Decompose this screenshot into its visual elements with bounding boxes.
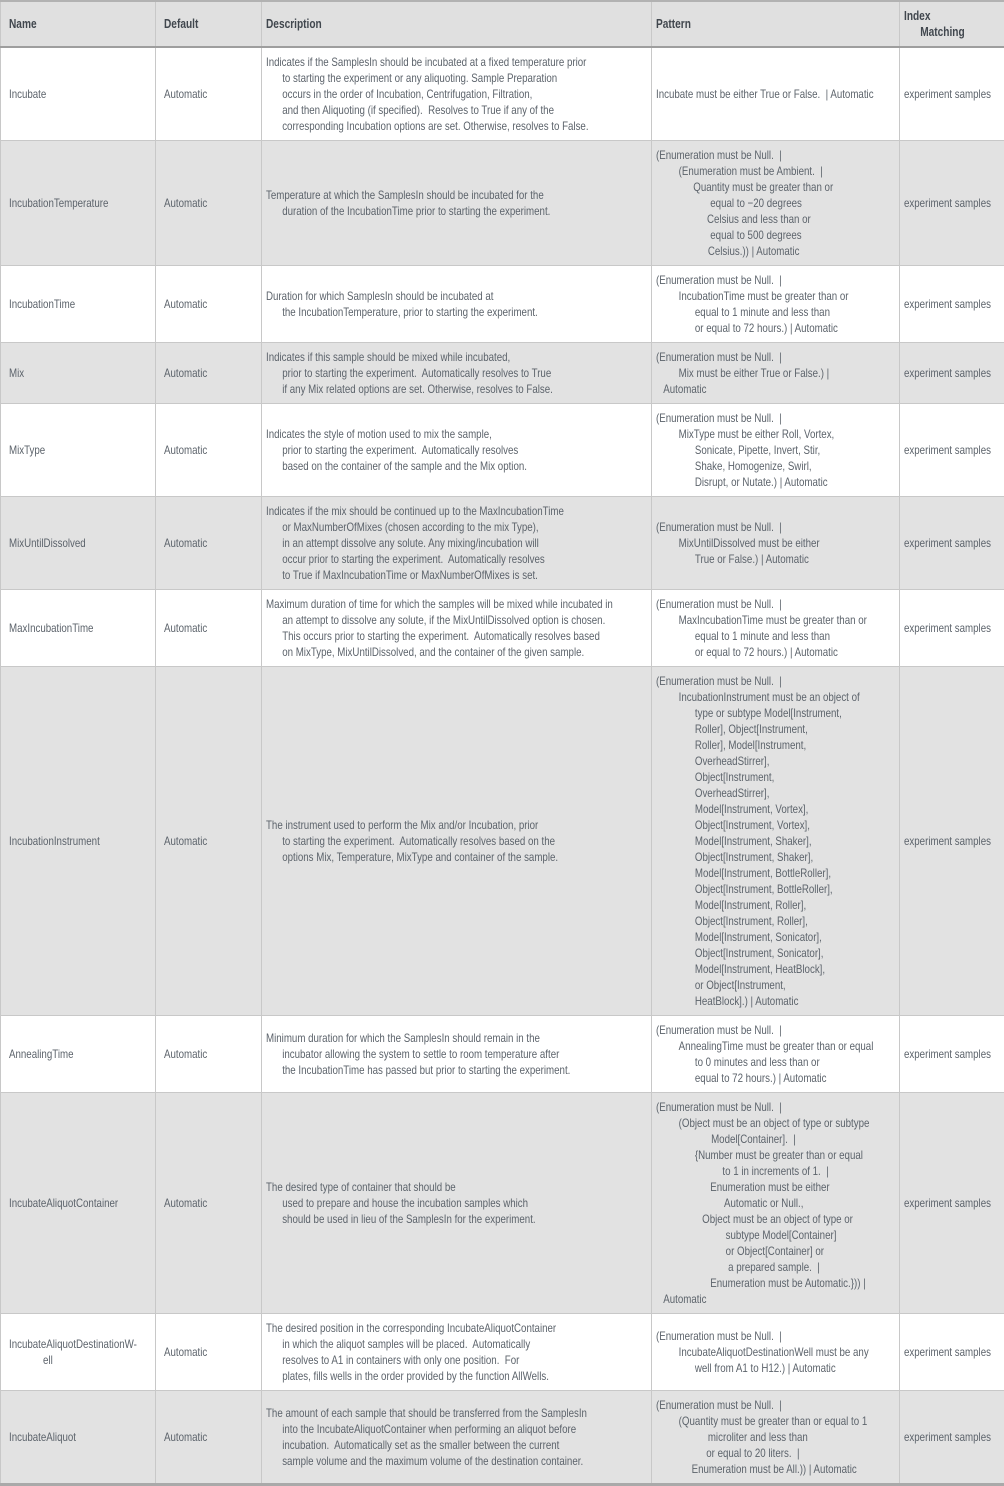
text-line: AnnealingTime must be greater than or equal [656, 1038, 894, 1054]
text-line: equal to 500 degrees [656, 227, 894, 243]
text-line: equal to −20 degrees [656, 195, 894, 211]
text-line: Object must be an object of type or [656, 1211, 894, 1227]
text-line: prior to starting the experiment. Automatically resolves [266, 442, 646, 458]
text-line: (Enumeration must be Null. | [656, 596, 894, 612]
name-cell [1, 343, 156, 404]
description-cell [262, 266, 652, 343]
text-line: MixType [9, 442, 150, 458]
text-line: Automatic [656, 1291, 894, 1307]
name-cell [1, 1016, 156, 1093]
header-pattern-label: Pattern [656, 16, 894, 32]
text-line: if any Mix related options are set. Otherwise, resolves to False. [266, 381, 646, 397]
text-line: Sonicate, Pipette, Invert, Stir, [656, 442, 894, 458]
text-line: IncubationTemperature [9, 195, 150, 211]
default-cell [156, 47, 262, 141]
text-line: The desired position in the corresponding IncubateAliquotContainer [266, 1320, 646, 1336]
text-line: Minimum duration for which the SamplesIn should remain in the [266, 1030, 646, 1046]
text-line: experiment samples [904, 86, 1000, 102]
description-cell [262, 590, 652, 667]
pattern-cell [652, 667, 900, 1016]
text-line: Automatic [164, 296, 257, 312]
text-line: (Enumeration must be Null. | [656, 1397, 894, 1413]
default-cell [156, 1093, 262, 1314]
text-line: experiment samples [904, 1195, 1000, 1211]
description-cell [262, 1093, 652, 1314]
table-row [1, 497, 1004, 590]
text-line: (Enumeration must be Null. | [656, 272, 894, 288]
table-row [1, 590, 1004, 667]
text-line: IncubateAliquot [9, 1429, 150, 1445]
table-row [1, 47, 1004, 141]
text-line: {Number must be greater than or equal [656, 1147, 894, 1163]
index-matching-cell [900, 1093, 1004, 1314]
index-matching-cell [900, 590, 1004, 667]
text-line: to starting the experiment. Automatically resolves based on the [266, 833, 646, 849]
pattern-cell [652, 1391, 900, 1485]
text-line: (Enumeration must be Null. | [656, 519, 894, 535]
text-line: experiment samples [904, 1429, 1000, 1445]
description-cell [262, 343, 652, 404]
text-line: Enumeration must be All.)) | Automatic [656, 1461, 894, 1477]
description-cell [262, 141, 652, 266]
text-line: should be used in lieu of the SamplesIn for the experiment. [266, 1211, 646, 1227]
default-cell [156, 266, 262, 343]
header-name-label: Name [9, 16, 150, 32]
description-cell [262, 404, 652, 497]
text-line: Quantity must be greater than or [656, 179, 894, 195]
text-line: to 1 in increments of 1. | [656, 1163, 894, 1179]
text-line: in which the aliquot samples will be placed. Automatically [266, 1336, 646, 1352]
text-line: Model[Instrument, BottleRoller], [656, 865, 894, 881]
header-cell-name [1, 1, 156, 47]
text-line: prior to starting the experiment. Automatically resolves to True [266, 365, 646, 381]
text-line: Temperature at which the SamplesIn should be incubated for the [266, 187, 646, 203]
pattern-cell [652, 404, 900, 497]
text-line: Incubate [9, 86, 150, 102]
text-line: Automatic or Null., [656, 1195, 894, 1211]
name-cell [1, 266, 156, 343]
text-line: (Enumeration must be Null. | [656, 349, 894, 365]
text-line: experiment samples [904, 296, 1000, 312]
index-matching-cell [900, 343, 1004, 404]
description-cell [262, 47, 652, 141]
text-line: Object[Instrument, Vortex], [656, 817, 894, 833]
text-line: ell [9, 1352, 150, 1368]
text-line: equal to 72 hours.) | Automatic [656, 1070, 894, 1086]
pattern-cell [652, 1016, 900, 1093]
text-line: (Quantity must be greater than or equal to 1 [656, 1413, 894, 1429]
index-matching-cell [900, 404, 1004, 497]
text-line: or Object[Container] or [656, 1243, 894, 1259]
text-line: well from A1 to H12.) | Automatic [656, 1360, 894, 1376]
text-line: Object[Instrument, [656, 769, 894, 785]
text-line: Model[Instrument, HeatBlock], [656, 961, 894, 977]
header-row [1, 1, 1004, 47]
text-line: experiment samples [904, 1046, 1000, 1062]
text-line: in an attempt dissolve any solute. Any mixing/incubation will [266, 535, 646, 551]
default-cell [156, 404, 262, 497]
text-line: Incubate must be either True or False. | Automatic [656, 86, 894, 102]
text-line: resolves to A1 in containers with only one position. For [266, 1352, 646, 1368]
text-line: to True if MaxIncubationTime or MaxNumberOfMixes is set. [266, 567, 646, 583]
text-line: Mix must be either True or False.) | [656, 365, 894, 381]
description-cell [262, 497, 652, 590]
text-line: Celsius and less than or [656, 211, 894, 227]
header-cell-index-matching [900, 1, 1004, 47]
text-line: microliter and less than [656, 1429, 894, 1445]
text-line: the IncubationTime has passed but prior to starting the experiment. [266, 1062, 646, 1078]
text-line: an attempt to dissolve any solute, if the MixUntilDissolved option is chosen. [266, 612, 646, 628]
text-line: Model[Container]. | [656, 1131, 894, 1147]
text-line: and then Aliquoting (if specified). Resolves to True if any of the [266, 102, 646, 118]
table-row [1, 1391, 1004, 1485]
text-line: IncubateAliquotDestinationW- [9, 1336, 150, 1352]
table-header [1, 1, 1004, 47]
text-line: The instrument used to perform the Mix and/or Incubation, prior [266, 817, 646, 833]
pattern-cell [652, 1093, 900, 1314]
text-line: sample volume and the maximum volume of the destination container. [266, 1453, 646, 1469]
text-line: Indicates if the SamplesIn should be incubated at a fixed temperature prior [266, 54, 646, 70]
text-line: Automatic [164, 535, 257, 551]
text-line: Automatic [164, 442, 257, 458]
text-line: (Enumeration must be Null. | [656, 1328, 894, 1344]
text-line: Enumeration must be Automatic.})) | [656, 1275, 894, 1291]
table-row [1, 1093, 1004, 1314]
index-matching-cell [900, 1016, 1004, 1093]
text-line: Indicates if this sample should be mixed while incubated, [266, 349, 646, 365]
text-line: equal to 1 minute and less than [656, 628, 894, 644]
text-line: Model[Instrument, Sonicator], [656, 929, 894, 945]
table-row [1, 404, 1004, 497]
text-line: (Enumeration must be Null. | [656, 410, 894, 426]
table-row [1, 667, 1004, 1016]
pattern-cell [652, 343, 900, 404]
text-line: Model[Instrument, Shaker], [656, 833, 894, 849]
text-line: incubator allowing the system to settle to room temperature after [266, 1046, 646, 1062]
index-matching-cell [900, 1314, 1004, 1391]
text-line: experiment samples [904, 620, 1000, 636]
text-line: OverheadStirrer], [656, 785, 894, 801]
header-cell-pattern [652, 1, 900, 47]
text-line: plates, fills wells in the order provided by the function AllWells. [266, 1368, 646, 1384]
text-line: occur prior to starting the experiment. Automatically resolves [266, 551, 646, 567]
text-line: HeatBlock].) | Automatic [656, 993, 894, 1009]
text-line: Automatic [164, 1429, 257, 1445]
text-line: incubation. Automatically set as the smaller between the current [266, 1437, 646, 1453]
text-line: (Object must be an object of type or subtype [656, 1115, 894, 1131]
text-line: AnnealingTime [9, 1046, 150, 1062]
text-line: Automatic [164, 1195, 257, 1211]
text-line: corresponding Incubation options are set. Otherwise, resolves to False. [266, 118, 646, 134]
text-line: Enumeration must be either [656, 1179, 894, 1195]
text-line: Mix [9, 365, 150, 381]
text-line: or Object[Instrument, [656, 977, 894, 993]
text-line: experiment samples [904, 833, 1000, 849]
default-cell [156, 1016, 262, 1093]
text-line: (Enumeration must be Null. | [656, 1022, 894, 1038]
text-line: Matching [904, 24, 1000, 40]
index-matching-cell [900, 47, 1004, 141]
table-body [1, 47, 1004, 1485]
text-line: or MaxNumberOfMixes (chosen according to the mix Type), [266, 519, 646, 535]
text-line: Shake, Homogenize, Swirl, [656, 458, 894, 474]
text-line: duration of the IncubationTime prior to starting the experiment. [266, 203, 646, 219]
name-cell [1, 141, 156, 266]
text-line: This occurs prior to starting the experiment. Automatically resolves based [266, 628, 646, 644]
text-line: to 0 minutes and less than or [656, 1054, 894, 1070]
pattern-cell [652, 1314, 900, 1391]
pattern-cell [652, 47, 900, 141]
text-line: (Enumeration must be Null. | [656, 147, 894, 163]
header-cell-default [156, 1, 262, 47]
pattern-cell [652, 497, 900, 590]
text-line: Automatic [656, 381, 894, 397]
text-line: Indicates if the mix should be continued up to the MaxIncubationTime [266, 503, 646, 519]
text-line: MixUntilDissolved must be either [656, 535, 894, 551]
description-cell [262, 1391, 652, 1485]
text-line: (Enumeration must be Null. | [656, 673, 894, 689]
table-row [1, 141, 1004, 266]
text-line: Automatic [164, 1344, 257, 1360]
text-line: Object[Instrument, BottleRoller], [656, 881, 894, 897]
text-line: IncubationInstrument must be an object of [656, 689, 894, 705]
text-line: IncubateAliquotContainer [9, 1195, 150, 1211]
default-cell [156, 141, 262, 266]
text-line: Object[Instrument, Roller], [656, 913, 894, 929]
text-line: MaxIncubationTime must be greater than or [656, 612, 894, 628]
name-cell [1, 590, 156, 667]
name-cell [1, 1314, 156, 1391]
header-cell-description [262, 1, 652, 47]
text-line: subtype Model[Container] [656, 1227, 894, 1243]
text-line: Roller], Model[Instrument, [656, 737, 894, 753]
pattern-cell [652, 590, 900, 667]
text-line: based on the container of the sample and the Mix option. [266, 458, 646, 474]
default-cell [156, 590, 262, 667]
text-line: IncubateAliquotDestinationWell must be any [656, 1344, 894, 1360]
header-description-label: Description [266, 16, 646, 32]
text-line: used to prepare and house the incubation samples which [266, 1195, 646, 1211]
text-line: Automatic [164, 195, 257, 211]
text-line: or equal to 72 hours.) | Automatic [656, 644, 894, 660]
text-line: Celsius.)) | Automatic [656, 243, 894, 259]
text-line: the IncubationTemperature, prior to starting the experiment. [266, 304, 646, 320]
text-line: Automatic [164, 1046, 257, 1062]
description-cell [262, 667, 652, 1016]
name-cell [1, 1391, 156, 1485]
index-matching-cell [900, 667, 1004, 1016]
header-index-matching-label [904, 8, 1000, 40]
text-line: Object[Instrument, Shaker], [656, 849, 894, 865]
text-line: The amount of each sample that should be transferred from the SamplesIn [266, 1405, 646, 1421]
text-line: Object[Instrument, Sonicator], [656, 945, 894, 961]
text-line: into the IncubateAliquotContainer when performing an aliquot before [266, 1421, 646, 1437]
table-row [1, 266, 1004, 343]
name-cell [1, 497, 156, 590]
text-line: MixUntilDissolved [9, 535, 150, 551]
pattern-cell [652, 141, 900, 266]
text-line: Duration for which SamplesIn should be incubated at [266, 288, 646, 304]
text-line: Automatic [164, 365, 257, 381]
index-matching-cell [900, 497, 1004, 590]
header-default-label: Default [164, 16, 257, 32]
text-line: experiment samples [904, 535, 1000, 551]
default-cell [156, 497, 262, 590]
text-line: experiment samples [904, 1344, 1000, 1360]
index-matching-cell [900, 1391, 1004, 1485]
text-line: occurs in the order of Incubation, Centrifugation, Filtration, [266, 86, 646, 102]
text-line: IncubationTime [9, 296, 150, 312]
default-cell [156, 1314, 262, 1391]
text-line: Automatic [164, 620, 257, 636]
text-line: Model[Instrument, Vortex], [656, 801, 894, 817]
text-line: The desired type of container that should be [266, 1179, 646, 1195]
text-line: IncubationInstrument [9, 833, 150, 849]
name-cell [1, 47, 156, 141]
description-cell [262, 1016, 652, 1093]
text-line: Index [904, 8, 1000, 24]
text-line: MaxIncubationTime [9, 620, 150, 636]
text-line: Model[Instrument, Roller], [656, 897, 894, 913]
text-line: on MixType, MixUntilDissolved, and the container of the given sample. [266, 644, 646, 660]
text-line: Maximum duration of time for which the samples will be mixed while incubated in [266, 596, 646, 612]
text-line: MixType must be either Roll, Vortex, [656, 426, 894, 442]
name-cell [1, 1093, 156, 1314]
default-cell [156, 1391, 262, 1485]
text-line: Automatic [164, 86, 257, 102]
text-line: Automatic [164, 833, 257, 849]
default-cell [156, 343, 262, 404]
text-line: experiment samples [904, 195, 1000, 211]
text-line: (Enumeration must be Ambient. | [656, 163, 894, 179]
index-matching-cell [900, 141, 1004, 266]
text-line: (Enumeration must be Null. | [656, 1099, 894, 1115]
text-line: True or False.) | Automatic [656, 551, 894, 567]
text-line: Indicates the style of motion used to mix the sample, [266, 426, 646, 442]
table-row [1, 1016, 1004, 1093]
description-cell [262, 1314, 652, 1391]
text-line: Disrupt, or Nutate.) | Automatic [656, 474, 894, 490]
name-cell [1, 667, 156, 1016]
text-line: type or subtype Model[Instrument, [656, 705, 894, 721]
text-line: a prepared sample. | [656, 1259, 894, 1275]
text-line: Roller], Object[Instrument, [656, 721, 894, 737]
text-line: to starting the experiment or any aliquoting. Sample Preparation [266, 70, 646, 86]
text-line: or equal to 72 hours.) | Automatic [656, 320, 894, 336]
pattern-cell [652, 266, 900, 343]
index-matching-cell [900, 266, 1004, 343]
text-line: experiment samples [904, 365, 1000, 381]
text-line: options Mix, Temperature, MixType and container of the sample. [266, 849, 646, 865]
text-line: experiment samples [904, 442, 1000, 458]
name-cell [1, 404, 156, 497]
default-cell [156, 667, 262, 1016]
text-line: equal to 1 minute and less than [656, 304, 894, 320]
table-row [1, 343, 1004, 404]
text-line: OverheadStirrer], [656, 753, 894, 769]
text-line: or equal to 20 liters. | [656, 1445, 894, 1461]
text-line: IncubationTime must be greater than or [656, 288, 894, 304]
table-row [1, 1314, 1004, 1391]
